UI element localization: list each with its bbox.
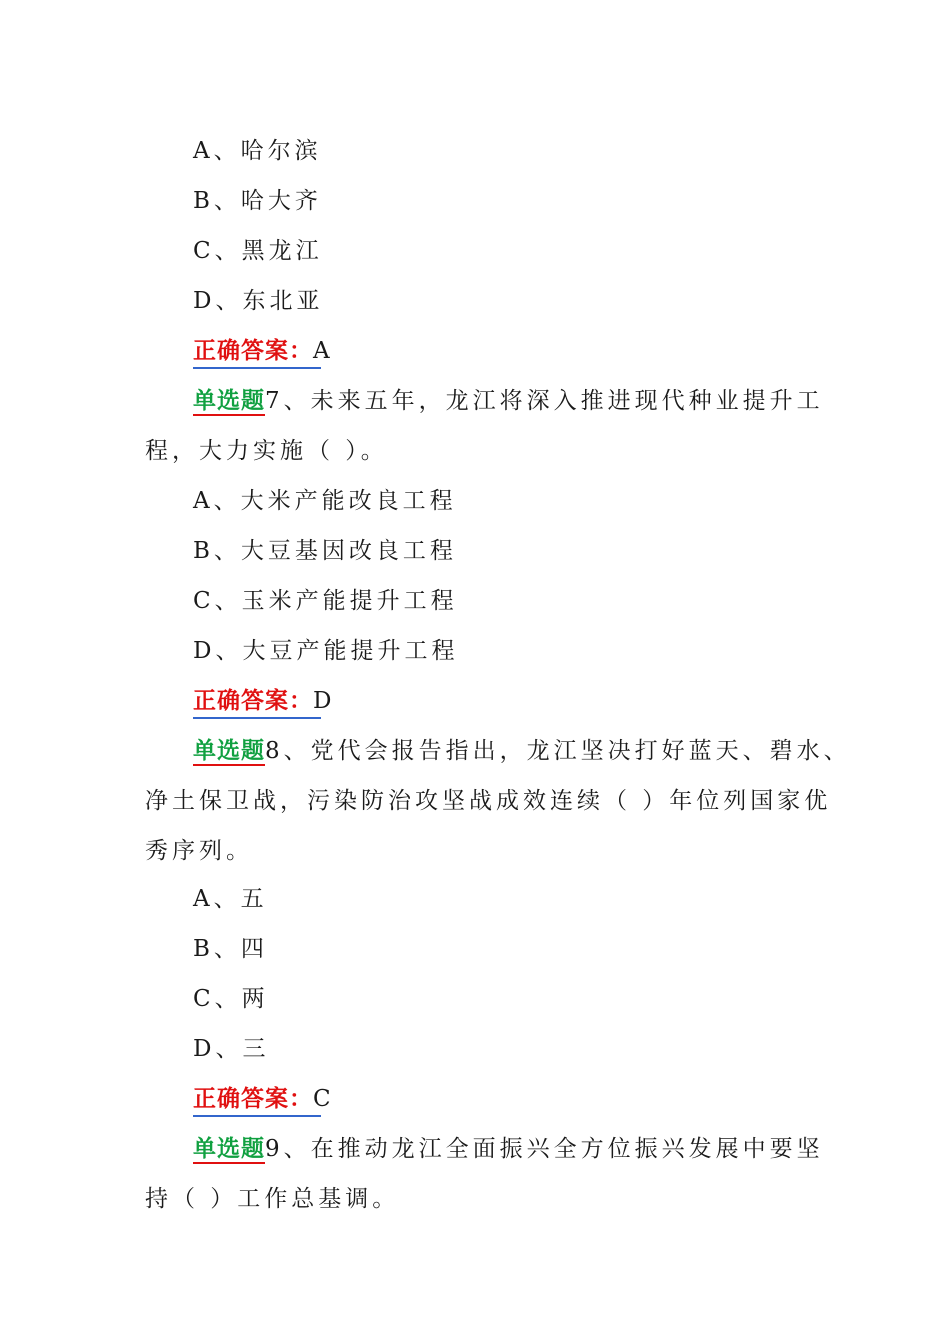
q6-option-c: C、黑龙江 [193, 238, 323, 264]
q8-option-d: D、三 [193, 1036, 270, 1062]
q7-answer-line [193, 686, 335, 716]
q9-stem-text1: 9、在推动龙江全面振兴全方位振兴发展中要坚 [265, 1136, 824, 1162]
q8-stem-line3: 秀序列。 [145, 838, 253, 864]
q9-stem-line2: 持（ ）工作总基调。 [145, 1186, 400, 1212]
q8-answer: C [313, 1086, 335, 1112]
q8-option-a: A、五 [193, 886, 268, 912]
answer-label: 正确答案： [193, 1086, 313, 1112]
answer-label: 正确答案： [193, 338, 313, 364]
q7-stem-line2: 程，大力实施（ ）。 [145, 438, 388, 464]
q7-option-c: C、玉米产能提升工程 [193, 588, 458, 614]
q7-stem-text1: 7、未来五年，龙江将深入推进现代种业提升工 [265, 388, 824, 414]
q8-stem-line2: 净土保卫战，污染防治攻坚战成效连续（ ）年位列国家优 [145, 788, 832, 814]
answer-underline [193, 367, 321, 369]
q6-answer: A [313, 338, 334, 364]
q6-answer-line [193, 336, 334, 366]
q8-option-c: C、两 [193, 986, 269, 1012]
q9-stem-line1 [193, 1134, 824, 1164]
answer-underline [193, 1115, 321, 1117]
q8-stem-line1 [193, 736, 851, 766]
q8-stem-text1: 8、党代会报告指出，龙江坚决打好蓝天、碧水、 [265, 738, 851, 764]
q7-option-b: B、大豆基因改良工程 [193, 538, 457, 564]
q6-option-d: D、东北亚 [193, 288, 324, 314]
answer-label: 正确答案： [193, 688, 313, 714]
answer-underline [193, 717, 321, 719]
q7-option-d: D、大豆产能提升工程 [193, 638, 459, 664]
q8-option-b: B、四 [193, 936, 268, 962]
q6-option-a: A、哈尔滨 [193, 138, 322, 164]
question-type-label: 单选题 [193, 1136, 265, 1162]
q7-answer: D [313, 688, 336, 714]
q6-option-b: B、哈大齐 [193, 188, 322, 214]
q7-stem-line1 [193, 386, 824, 416]
q8-answer-line [193, 1084, 335, 1114]
q7-option-a: A、大米产能改良工程 [193, 488, 457, 514]
question-type-label: 单选题 [193, 388, 265, 414]
question-type-label: 单选题 [193, 738, 265, 764]
